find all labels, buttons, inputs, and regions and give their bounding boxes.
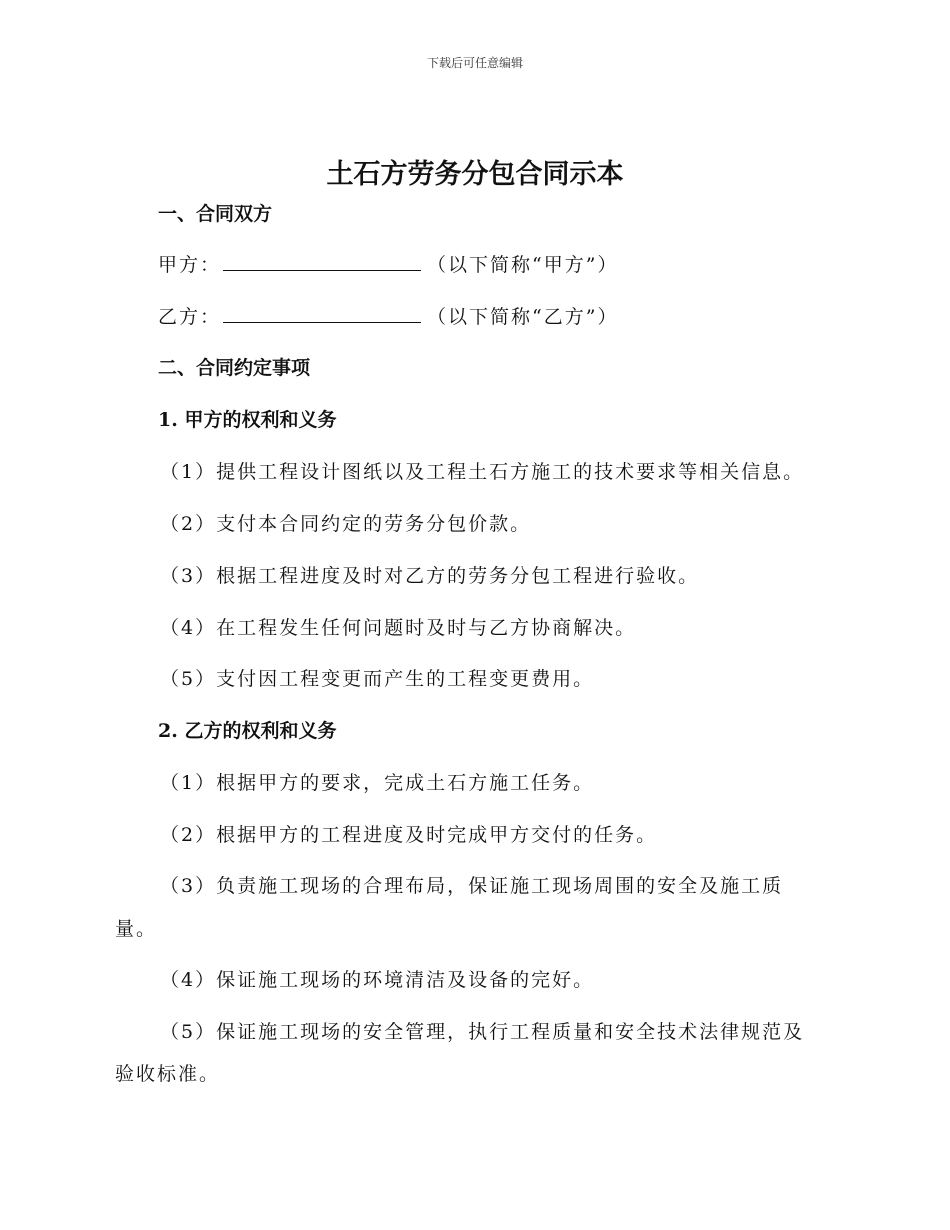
party-a-suffix: （以下简称“甲方”） (427, 254, 619, 276)
sub1-heading: 1. 甲方的权利和义务 (158, 409, 337, 431)
sub2-item-4: （4）保证施工现场的环境清洁及设备的完好。 (160, 969, 595, 991)
sub1-item-4: （4）在工程发生任何问题时及时与乙方协商解决。 (160, 617, 637, 639)
sub2-heading: 2. 乙方的权利和义务 (158, 720, 337, 742)
sub2-item-3: （3）负责施工现场的合理布局，保证施工现场周围的安全及施工质 (160, 875, 784, 897)
document-title: 土石方劳务分包合同示本 (326, 159, 624, 190)
sub1-item-1: （1）提供工程设计图纸以及工程土石方施工的技术要求等相关信息。 (160, 461, 805, 483)
sub2-item-5-cont: 验收标准。 (115, 1063, 221, 1085)
party-a-blank (223, 252, 421, 271)
section2-heading: 二、合同约定事项 (158, 357, 311, 379)
sub1-item-3: （3）根据工程进度及时对乙方的劳务分包工程进行验收。 (160, 565, 700, 587)
sub1-item-2: （2）支付本合同约定的劳务分包价款。 (160, 513, 532, 535)
party-b-line (158, 302, 618, 329)
party-b-suffix: （以下简称“乙方”） (427, 306, 619, 328)
party-b-blank (223, 304, 421, 323)
sub2-item-1: （1）根据甲方的要求，完成土石方施工任务。 (160, 772, 595, 794)
sub2-item-5: （5）保证施工现场的安全管理，执行工程质量和安全技术法律规范及 (160, 1021, 805, 1043)
sub1-item-5: （5）支付因工程变更而产生的工程变更费用。 (160, 668, 595, 690)
party-a-line (158, 250, 618, 277)
party-b-label: 乙方： (158, 306, 222, 328)
sub2-item-2: （2）根据甲方的工程进度及时完成甲方交付的任务。 (160, 824, 658, 846)
party-a-label: 甲方： (158, 254, 222, 276)
page-header: 下载后可任意编辑 (426, 56, 523, 70)
section1-heading: 一、合同双方 (158, 203, 273, 225)
sub2-item-3-cont: 量。 (115, 918, 158, 940)
